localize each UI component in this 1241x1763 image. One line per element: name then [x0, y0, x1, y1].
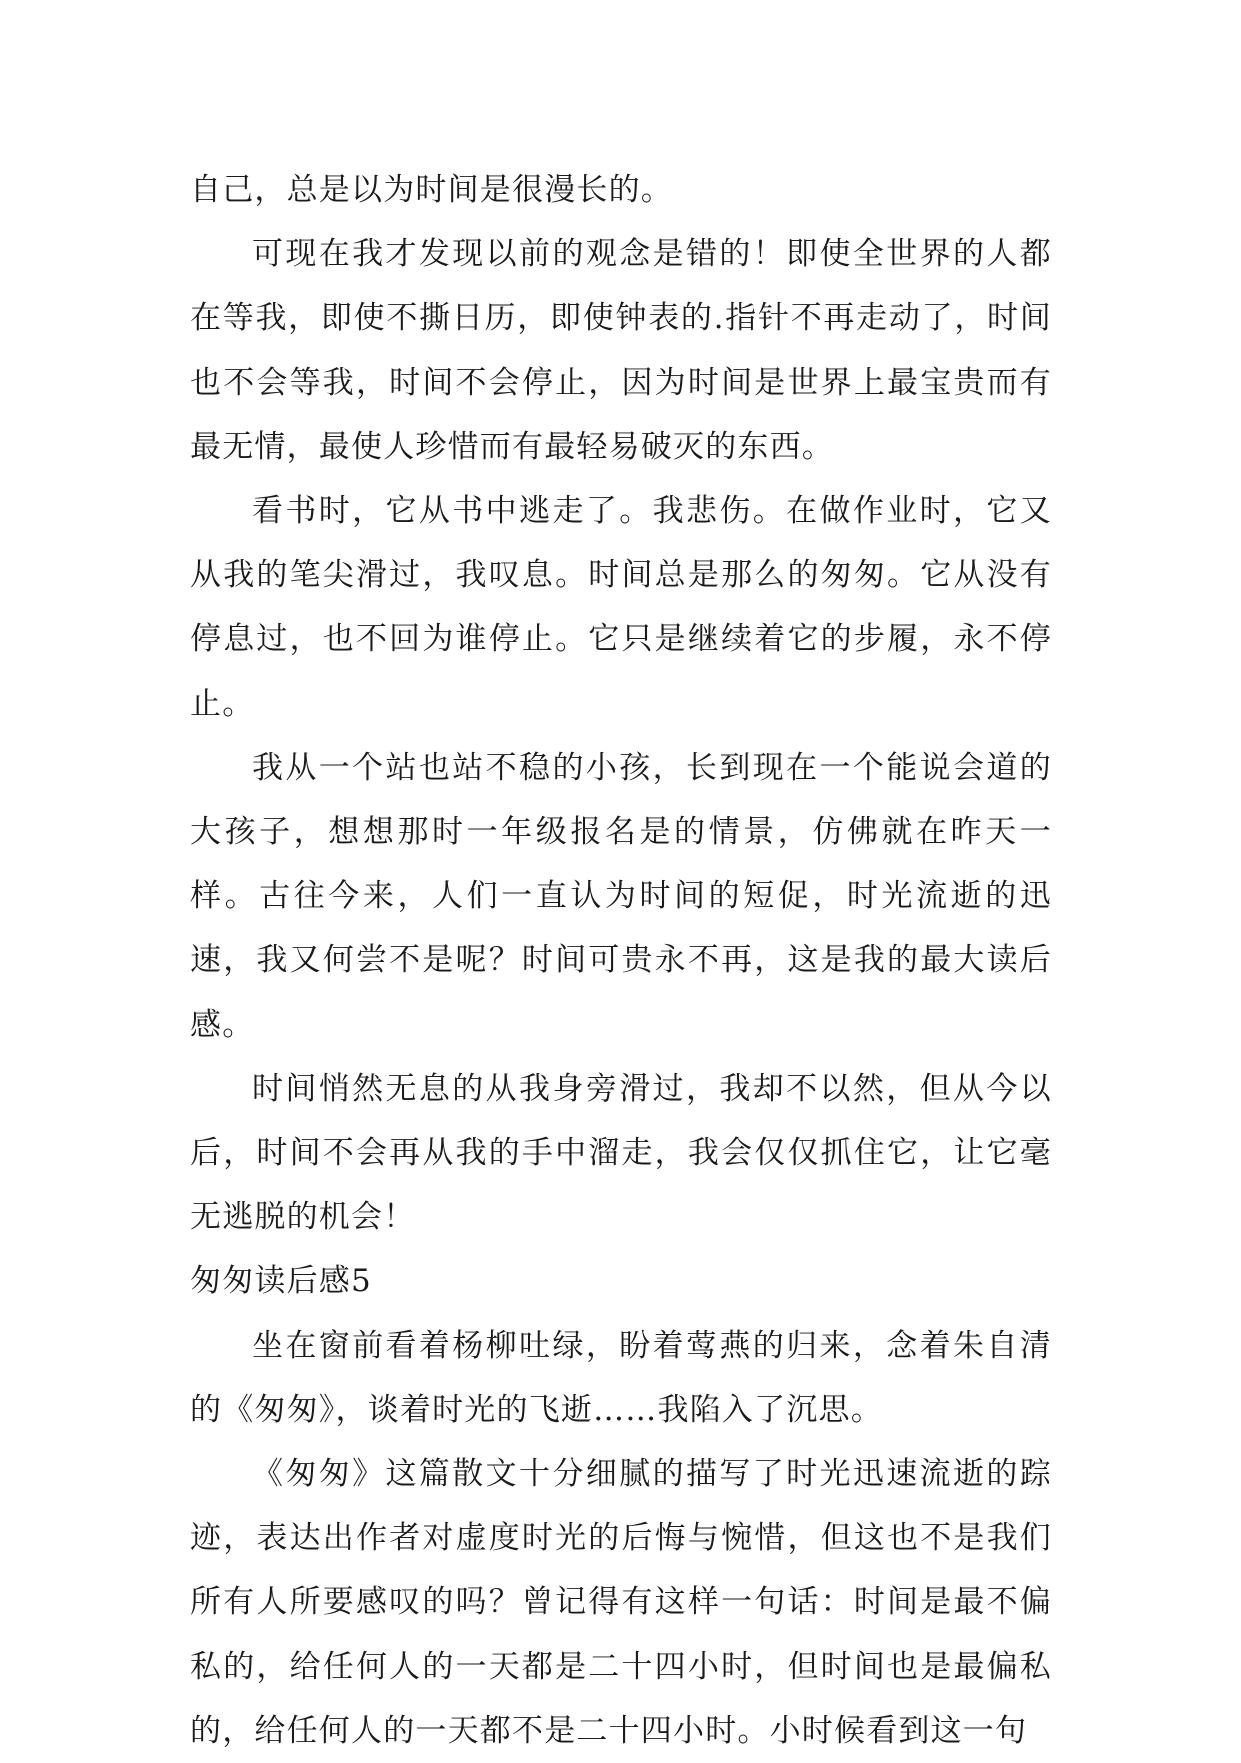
body-paragraph: 我从一个站也站不稳的小孩，长到现在一个能说会道的大孩子，想想那时一年级报名是的情景，仿佛就在昨天一样。古往今来，人们一直认为时间的短促，时光流逝的迅速，我又何尝不是呢？时间可贵永不再，这是我的最大读后感。 [190, 749, 1052, 1043]
body-paragraph: 《匆匆》这篇散文十分细腻的描写了时光迅速流逝的踪迹，表达出作者对虚度时光的后悔与惋惜，但这也不是我们所有人所要感叹的吗？曾记得有这样一句话：时间是最不偏私的，给任何人的一天都是二十四小时，但时间也是最偏私的，给任何人的一天都不是二十四小时。小时候看到这一句 [190, 1456, 1052, 1749]
body-paragraph: 可现在我才发现以前的观念是错的！即使全世界的人都在等我，即使不撕日历，即使钟表的.指针不再走动了，时间也不会等我，时间不会停止，因为时间是世界上最宝贵而有最无情，最使人珍惜而有最轻易破灭的东西。 [190, 236, 1052, 465]
body-paragraph: 坐在窗前看着杨柳吐绿，盼着莺燕的归来，念着朱自清的《匆匆》，谈着时光的飞逝……我陷入了沉思。 [190, 1327, 1052, 1428]
document-body [190, 158, 1052, 1763]
section-heading: 匆匆读后感5 [190, 1263, 372, 1300]
body-paragraph: 看书时，它从书中逃走了。我悲伤。在做作业时，它又从我的笔尖滑过，我叹息。时间总是那么的匆匆。它从没有停息过，也不回为谁停止。它只是继续着它的步履，永不停止。 [190, 493, 1052, 722]
body-paragraph: 时间悄然无息的从我身旁滑过，我却不以然，但从今以后，时间不会再从我的手中溜走，我会仅仅抓住它，让它毫无逃脱的机会！ [190, 1070, 1052, 1236]
continuation-paragraph: 自己，总是以为时间是很漫长的。 [190, 172, 673, 208]
